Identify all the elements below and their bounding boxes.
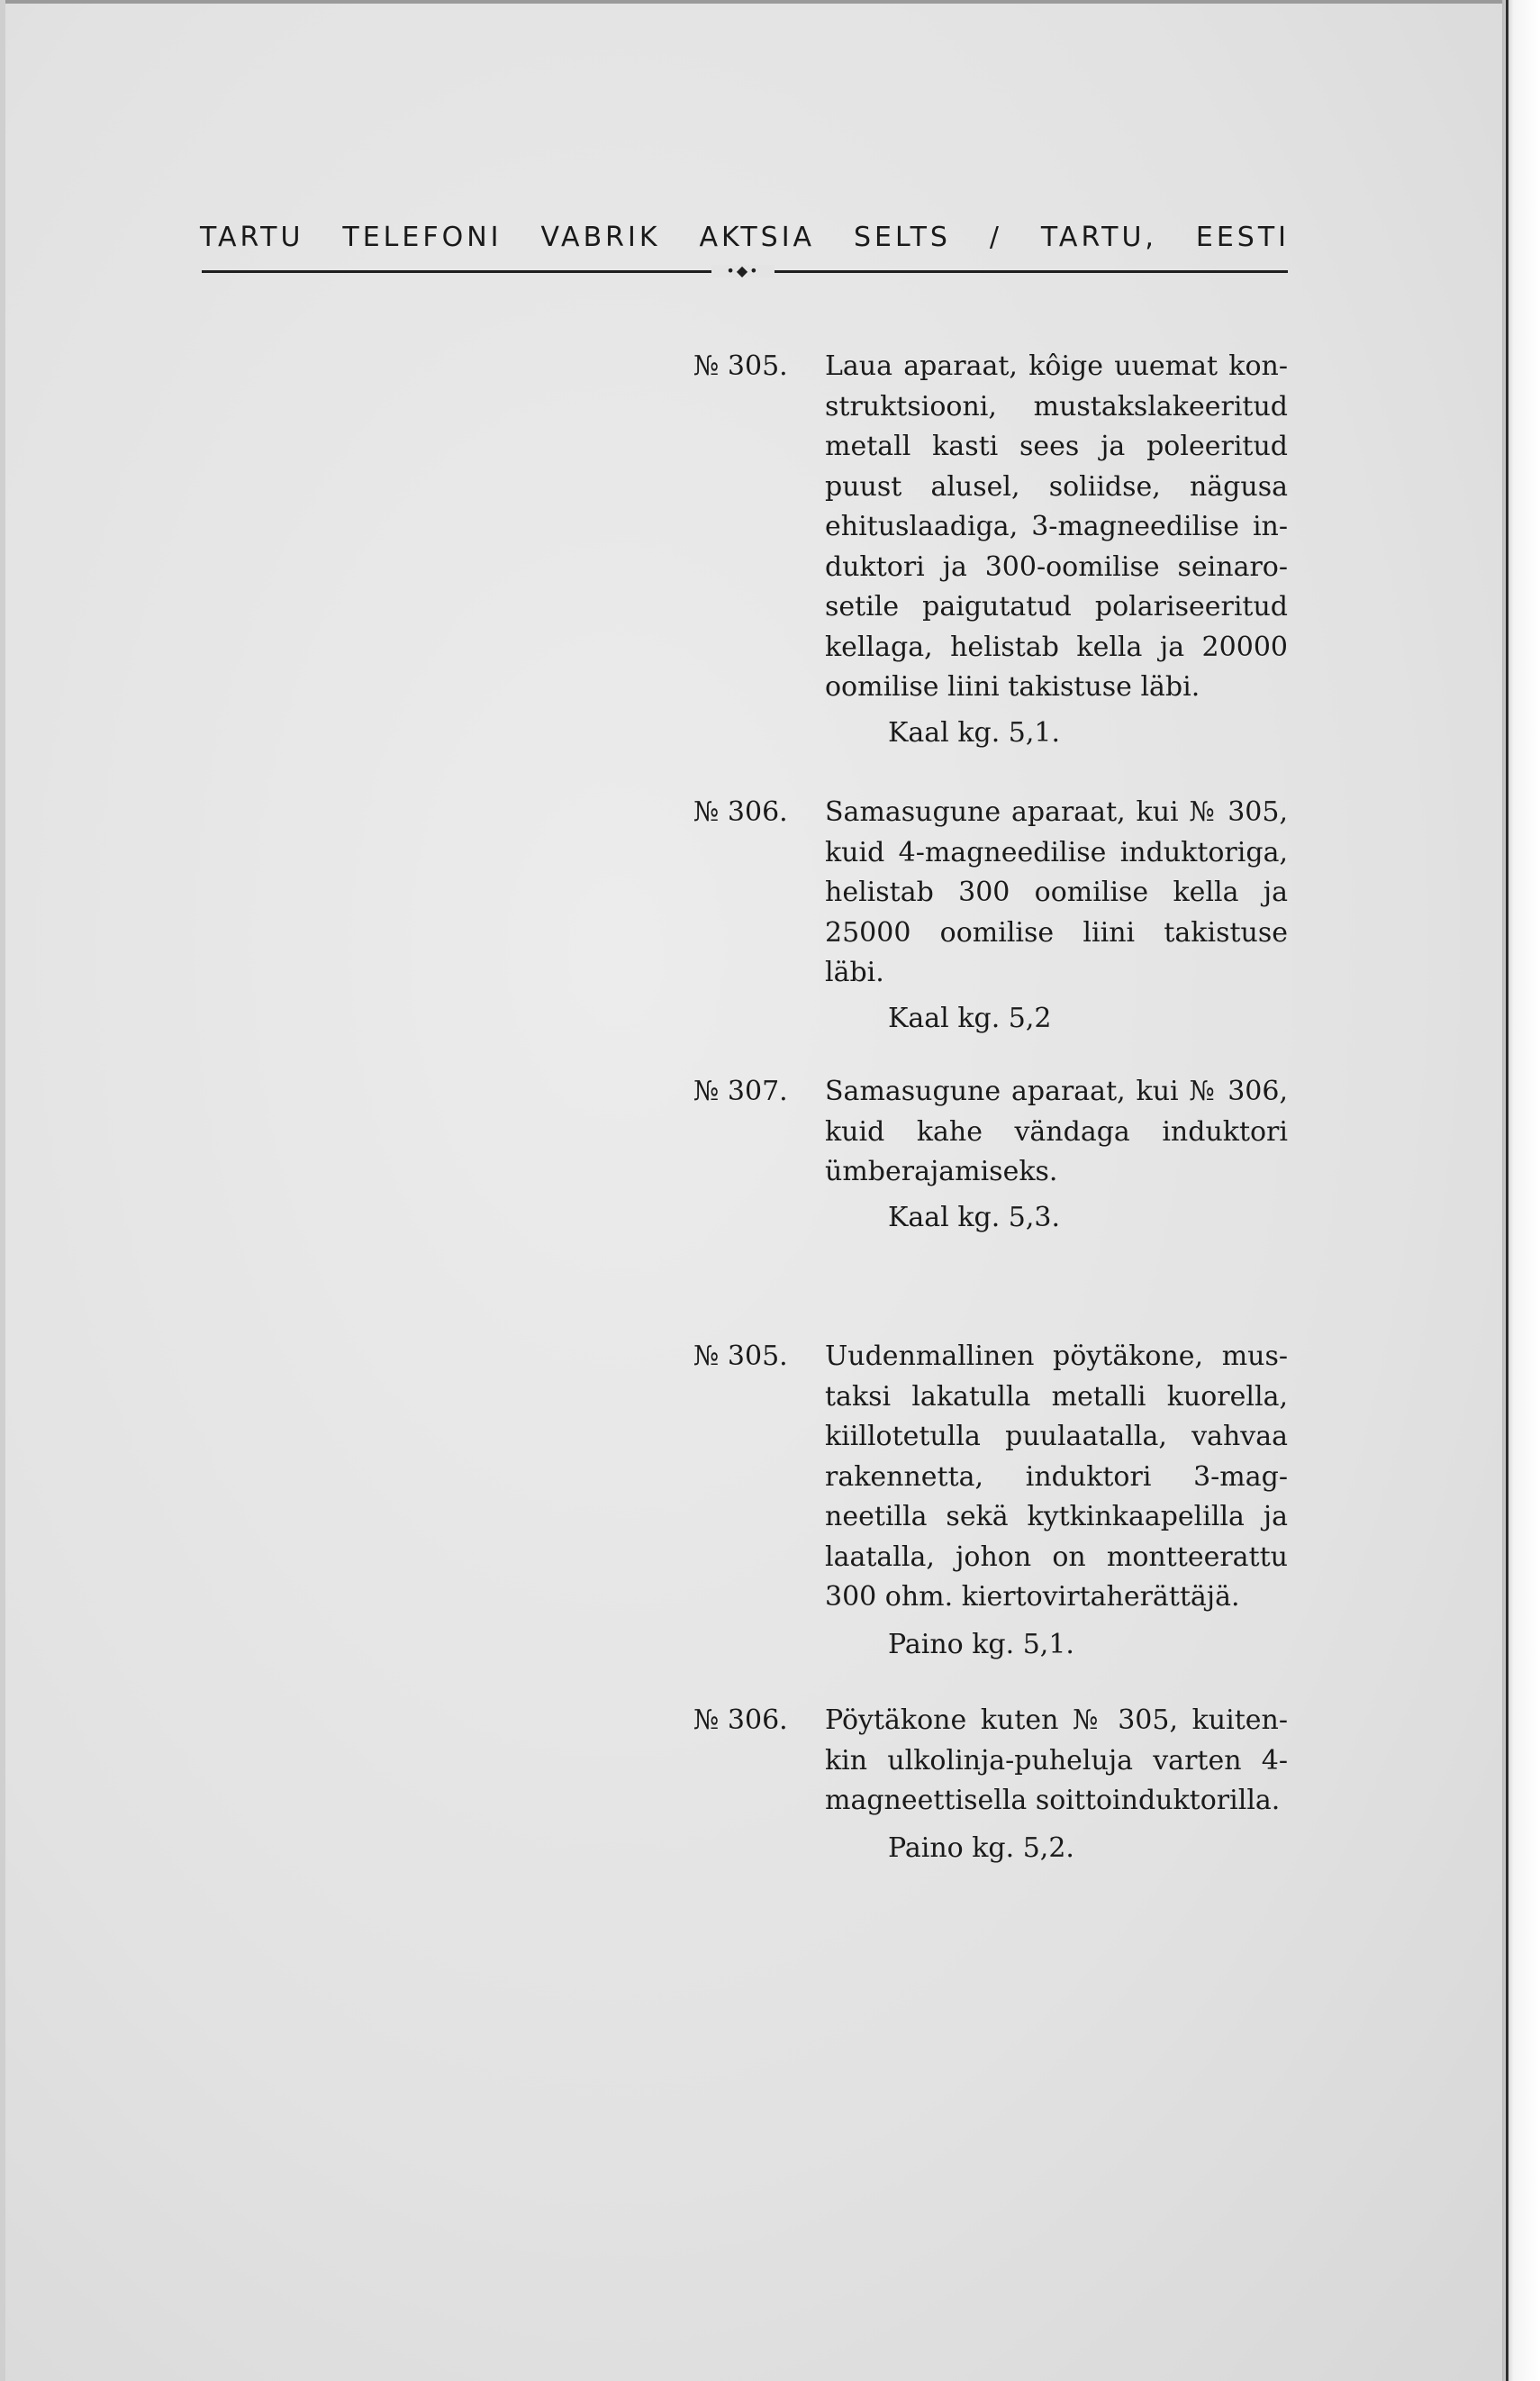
entry-number: № 306.: [693, 1704, 788, 1736]
entry-fi-305: [693, 1337, 1288, 1665]
rule-ornament-top: •◆•: [711, 265, 775, 277]
entry-text: Pöytäkone kuten № 305, kuitenkin ulkolinja-puheluja varten 4-magneettisella soittoinduktorilla.: [825, 1704, 1288, 1816]
entry-number: № 305.: [693, 350, 788, 382]
entry-number: № 307.: [693, 1076, 788, 1107]
running-head-top: TARTU TELEFONI VABRIK AKTSIA SELTS / TARTU, EESTI: [200, 222, 1290, 253]
entry-text: Samasugune aparaat, kui № 306, kuid kahe vändaga induktori ümberajamiseks.: [825, 1076, 1288, 1187]
entry-ee-305: [693, 347, 1288, 753]
entry-text: Laua aparaat, kôige uuemat konstruktsiooni, mustakslakeeritud metall kasti sees ja poleeritud puust alusel, soliidse, nägusa ehituslaadiga, 3-magneedilise induktori ja 300-oomilise seinarosetile paigutatud polariseeritud kellaga, helistab kella ja 20000 oomilise liini takistuse läbi.: [825, 350, 1288, 703]
page-top-edge: [0, 0, 1502, 4]
entry-number: № 306.: [693, 796, 788, 828]
page-right-edge: [1502, 0, 1540, 2381]
entry-ee-306: [693, 793, 1288, 1039]
entry-weight: Paino kg. 5,1.: [888, 1628, 1074, 1660]
entry-fi-306: [693, 1701, 1288, 1868]
entry-text: Uudenmallinen pöytäkone, mustaksi lakatulla metalli kuorella, kiillotetulla puulaatalla, vahvaa rakennetta, induktori 3-magneetilla sekä kytkinkaapelilla ja laatalla, johon on montteerattu 300 ohm. kiertovirtaherättäjä.: [825, 1340, 1288, 1613]
entry-ee-307: [693, 1072, 1288, 1238]
page-left-edge: [0, 0, 5, 2381]
entry-text: Samasugune aparaat, kui № 305, kuid 4-magneedilise induktoriga, helistab 300 oomilise kella ja 25000 oomilise liini takistuse läbi.: [825, 796, 1288, 988]
entry-weight: Paino kg. 5,2.: [888, 1831, 1074, 1864]
entry-weight: Kaal kg. 5,3.: [888, 1201, 1061, 1233]
entry-number: № 305.: [693, 1340, 788, 1372]
entry-weight: Kaal kg. 5,2: [888, 1002, 1052, 1034]
entry-weight: Kaal kg. 5,1.: [888, 716, 1061, 749]
